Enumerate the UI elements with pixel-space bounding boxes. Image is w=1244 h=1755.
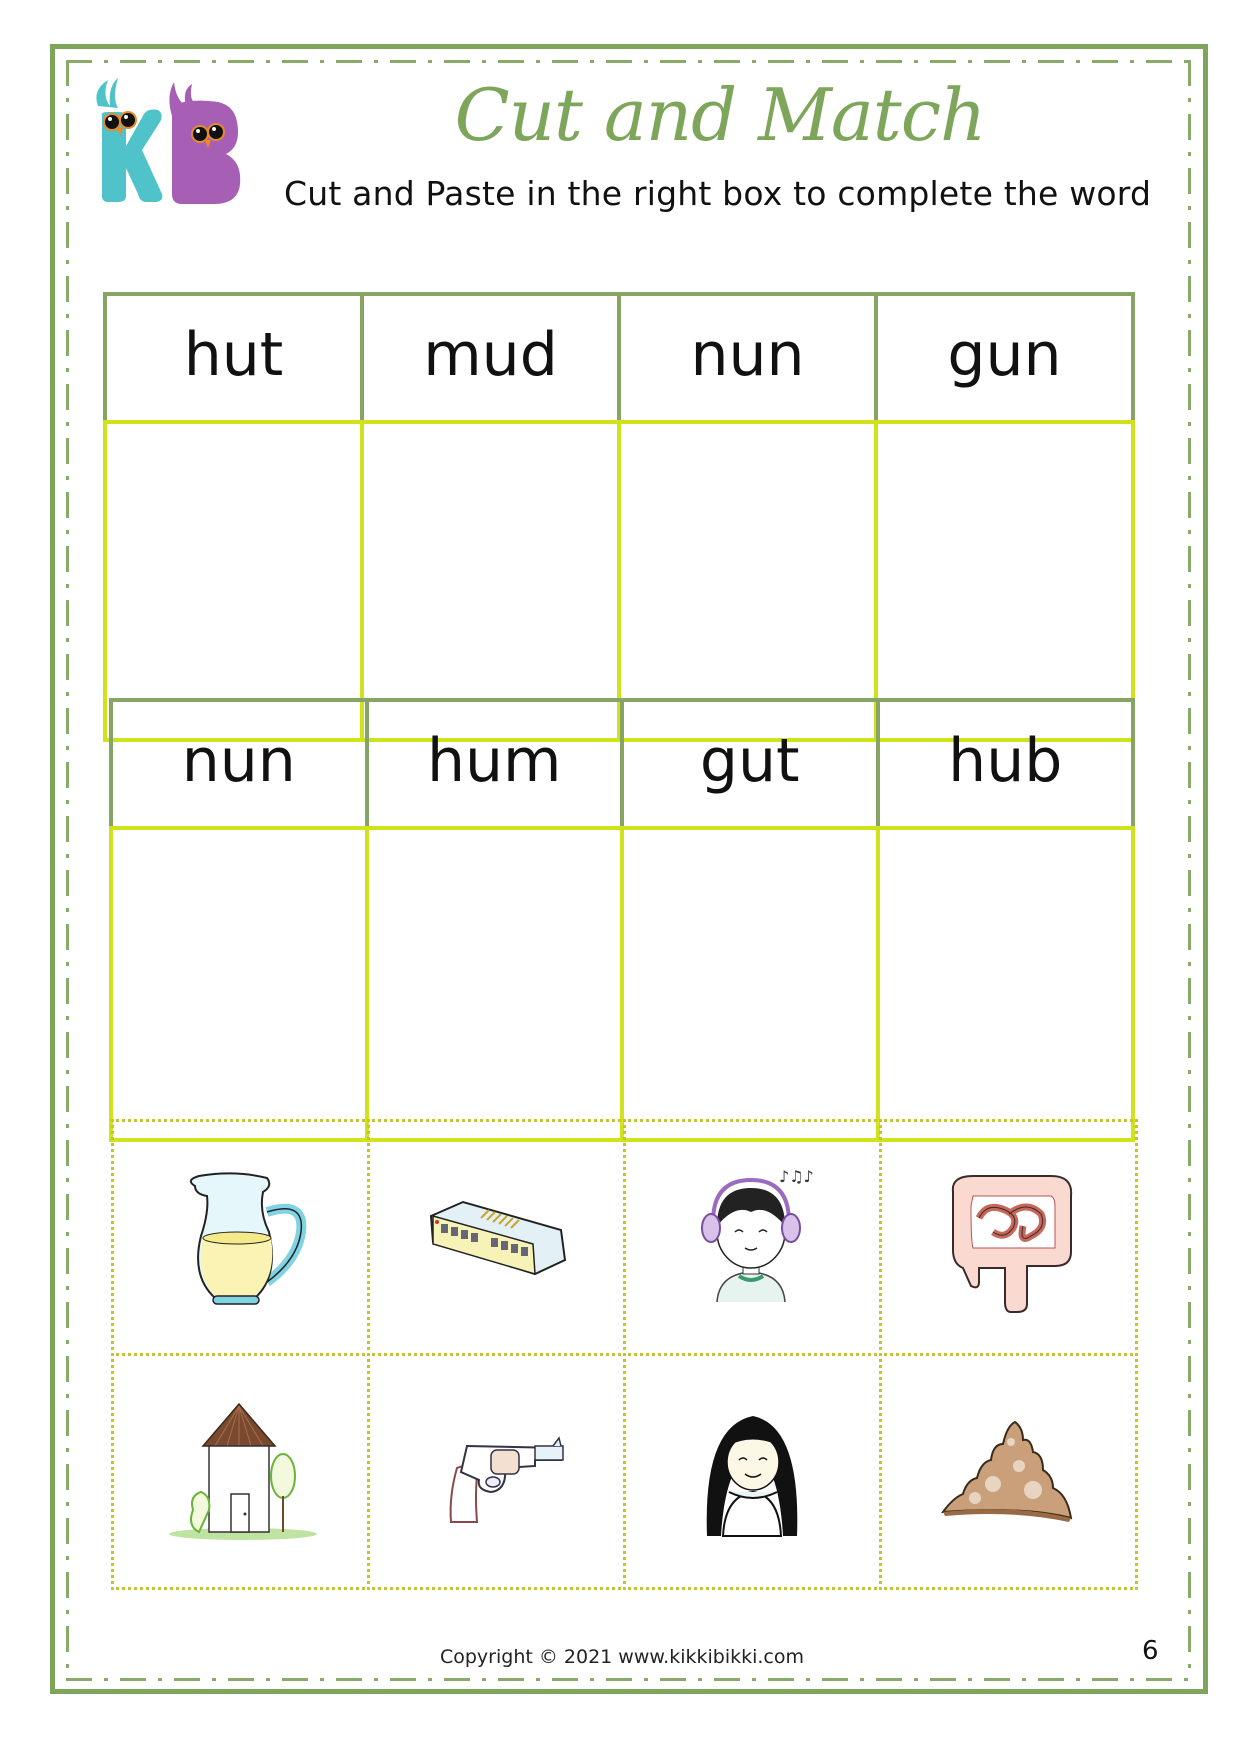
cutout-card-hut[interactable] — [111, 1353, 370, 1590]
network-hub-icon — [411, 1152, 581, 1322]
cutout-grid — [112, 1120, 1136, 1588]
gun-icon — [411, 1386, 581, 1556]
kb-logo — [88, 76, 248, 210]
paste-box[interactable] — [360, 420, 621, 742]
mud-pile-icon — [923, 1386, 1093, 1556]
inner-border-left — [66, 60, 69, 1680]
inner-border-bottom — [66, 1678, 1190, 1681]
word-cell: gun — [874, 292, 1135, 424]
instructions: Cut and Paste in the right box to complete the word — [284, 174, 1152, 213]
cutout-card-hum[interactable] — [623, 1119, 882, 1356]
cutout-card-gut[interactable] — [879, 1119, 1138, 1356]
kb-logo-icon — [88, 76, 248, 210]
paste-box[interactable] — [874, 420, 1135, 742]
paste-box[interactable] — [103, 420, 364, 742]
word-cell: hut — [103, 292, 364, 424]
cutout-card-gun[interactable] — [367, 1353, 626, 1590]
paste-box[interactable] — [620, 826, 880, 1142]
jug-icon — [155, 1152, 325, 1322]
svg-text:♪♫♪: ♪♫♪ — [779, 1167, 814, 1186]
paste-box[interactable] — [617, 420, 878, 742]
intestine-icon — [923, 1152, 1093, 1322]
paste-box[interactable] — [365, 826, 625, 1142]
page-title: Cut and Match — [454, 73, 986, 157]
word-cell: hum — [365, 698, 625, 830]
hut-icon — [155, 1386, 325, 1556]
word-cell: mud — [360, 292, 621, 424]
paste-box[interactable] — [876, 826, 1136, 1142]
inner-border-top — [66, 60, 1190, 63]
inner-border-right — [1188, 60, 1191, 1680]
page-number: 6 — [1142, 1636, 1159, 1666]
word-cell: nun — [109, 698, 369, 830]
cutout-card-nun[interactable] — [623, 1353, 882, 1590]
word-table-1 — [105, 294, 1133, 740]
word-cell: hub — [876, 698, 1136, 830]
cutout-card-mud[interactable] — [879, 1353, 1138, 1590]
cutout-card-hub[interactable] — [367, 1119, 626, 1356]
word-cell: nun — [617, 292, 878, 424]
paste-box[interactable] — [109, 826, 369, 1142]
copyright-text: Copyright © 2021 www.kikkibikki.com — [439, 1646, 805, 1668]
word-table-2 — [111, 700, 1133, 1140]
girl-headphones-icon — [667, 1152, 837, 1322]
cutout-card-jug[interactable] — [111, 1119, 370, 1356]
word-cell: gut — [620, 698, 880, 830]
nun-icon — [667, 1386, 837, 1556]
